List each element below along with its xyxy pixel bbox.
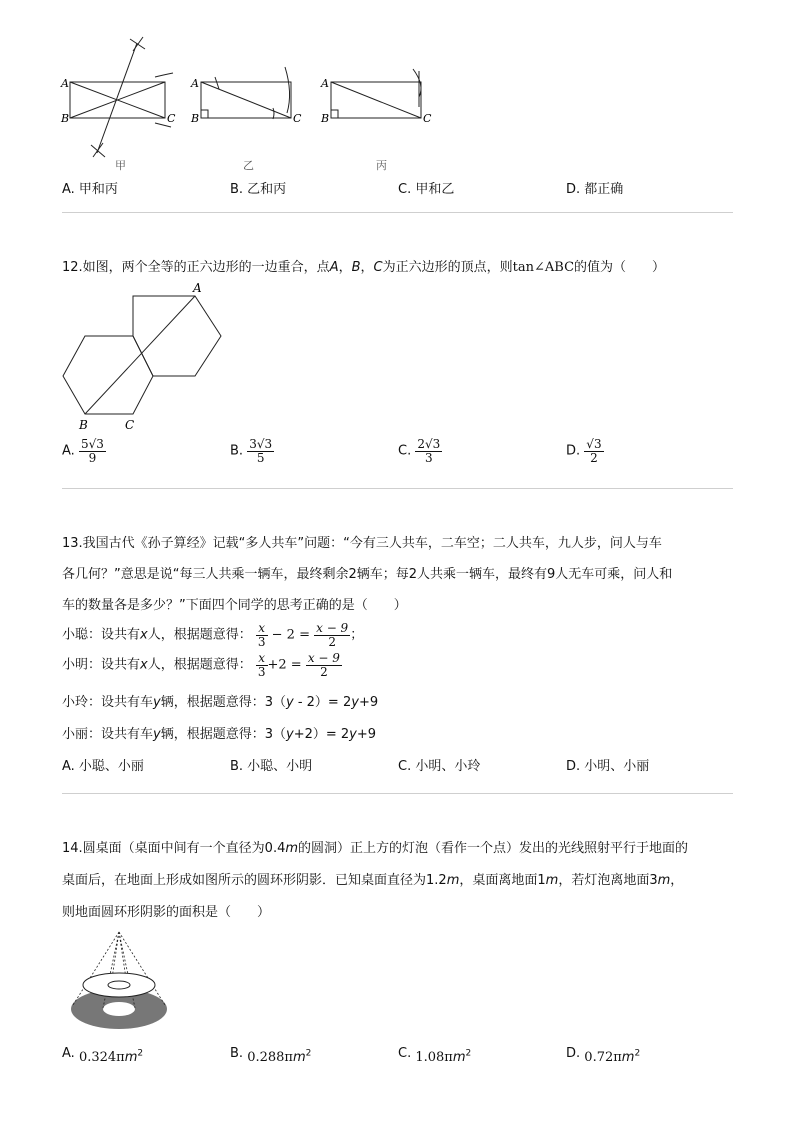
q12-option-a-den: 9 — [88, 450, 97, 465]
q14-l1-m: m — [285, 841, 299, 856]
q14-option-d-letter: D. — [566, 1046, 581, 1061]
q12-option-d[interactable] — [566, 438, 604, 464]
q14-option-d-value: 0.72π — [584, 1050, 622, 1065]
q13-xl-mid2: - 2）= 2 — [293, 695, 352, 710]
q12-option-d-frac — [584, 438, 603, 464]
q13-xm-f1-num: x — [256, 652, 268, 666]
q13-xm-op: +2 = — [267, 657, 306, 673]
q14-option-a[interactable] — [62, 1046, 143, 1065]
q12-option-b-frac — [247, 438, 274, 464]
q13-xli-mid2: +2）= 2 — [293, 727, 350, 742]
q13-xli-mid: 辆，根据题意得：3（ — [160, 727, 286, 742]
figure-jia — [70, 37, 173, 157]
q11-fig1-label-b: B — [61, 112, 70, 125]
q13-xli-prefix: 小丽：设共有车 — [62, 727, 154, 742]
q13-xiaocong — [62, 622, 363, 648]
q13-xli-var: y — [153, 727, 161, 742]
q14-l2-m2: m — [545, 873, 559, 888]
q11-option-a[interactable]: A. 甲和丙 — [62, 182, 118, 197]
q11-fig2-label-b: B — [191, 112, 200, 125]
q13-xm-f2-den: 2 — [320, 664, 328, 679]
q12-hexagon-figure — [55, 278, 235, 433]
q13-xm-prefix: 小明：设共有 — [62, 657, 141, 673]
q11-fig3-label-b: B — [321, 112, 330, 125]
q12-fig-label-b: B — [79, 418, 88, 432]
q11-figures — [55, 35, 455, 175]
q11-fig2-label-a: A — [191, 77, 199, 90]
q12-sep2: ， — [360, 260, 374, 275]
figure-bing — [331, 69, 421, 118]
q12-option-c[interactable] — [398, 438, 442, 464]
q13-xm-mid: 人，根据题意得： — [147, 657, 252, 673]
q14-line-1 — [62, 837, 688, 856]
q12-option-d-letter: D. — [566, 443, 581, 459]
q13-xc-end: ； — [350, 627, 364, 643]
q14-option-a-value: 0.324π — [78, 1050, 125, 1065]
q11-caption-bing: 丙 — [376, 159, 387, 172]
q13-xiaoli — [62, 723, 376, 742]
q11-fig2-label-c: C — [293, 112, 302, 125]
q14-option-d-unit: m — [621, 1050, 635, 1065]
q14-option-b-value: 0.288π — [247, 1050, 293, 1065]
q14-option-a-letter: A. — [62, 1046, 75, 1061]
q13-xm-f2-num: x − 9 — [307, 651, 340, 665]
q11-fig3-label-c: C — [423, 112, 432, 125]
separator — [62, 793, 733, 794]
q14-option-b-letter: B. — [230, 1046, 244, 1061]
q13-xc-op: − 2 = — [267, 627, 315, 643]
q12-point-a: A — [329, 260, 339, 275]
q13-xc-frac2 — [314, 622, 350, 648]
q13-xc-mid: 人，根据题意得： — [147, 627, 252, 643]
q12-option-b-letter: B. — [230, 443, 244, 459]
q13-xl-prefix: 小玲：设共有车 — [62, 695, 154, 710]
q11-caption-yi: 乙 — [243, 159, 254, 172]
q12-point-b: B — [351, 260, 361, 275]
q11-option-d[interactable]: D. 都正确 — [566, 182, 624, 197]
q11-fig1-label-a: A — [61, 77, 69, 90]
q12-stem-prefix: 12.如图，两个全等的正六边形的一边重合，点 — [62, 260, 330, 275]
q14-l2-d: ， — [670, 873, 684, 888]
q12-fig-label-c: C — [125, 418, 135, 432]
q13-option-d[interactable]: D. 小明、小丽 — [566, 759, 650, 774]
separator — [62, 212, 733, 213]
q14-option-b[interactable] — [230, 1046, 311, 1065]
q13-xm-frac2 — [306, 652, 342, 678]
q13-xl-mid: 辆，根据题意得：3（ — [160, 695, 286, 710]
table-hole — [108, 981, 130, 989]
q14-l1-a: 14.圆桌面（桌面中间有一个直径为0.4 — [62, 841, 286, 856]
q13-xli-var2: y — [286, 727, 294, 742]
q12-option-a[interactable] — [62, 438, 106, 464]
q13-xc-frac1 — [256, 622, 268, 648]
q12-stem-suffix: 的值为（ ） — [574, 260, 666, 275]
q12-tan-expr: tan∠ABC — [512, 260, 575, 275]
q12-fig-label-a: A — [193, 281, 202, 295]
q13-xl-end: +9 — [358, 695, 379, 710]
q12-option-c-num: 2√3 — [417, 437, 441, 451]
q12-option-c-letter: C. — [398, 443, 412, 459]
q13-option-a[interactable]: A. 小聪、小丽 — [62, 759, 144, 774]
q12-stem-mid: 为正六边形的顶点，则 — [382, 260, 513, 275]
q14-l2-c: ，若灯泡离地面3 — [558, 873, 658, 888]
q12-option-b[interactable] — [230, 438, 274, 464]
q13-line-1: 13.我国古代《孙子算经》记载“多人共车”问题：“今有三人共车，二车空；二人共车，九人步，问人与车 — [62, 536, 662, 551]
q13-line-3: 车的数量各是多少？”下面四个同学的思考正确的是（ ） — [62, 598, 407, 613]
q12-option-c-den: 3 — [425, 450, 433, 465]
q13-xc-f1-num: x — [256, 622, 268, 636]
q11-option-b[interactable]: B. 乙和丙 — [230, 182, 287, 197]
q14-line-2 — [62, 869, 683, 888]
q14-lamp-shadow-figure — [65, 928, 175, 1038]
q13-xiaoming — [62, 652, 342, 678]
q13-xc-f2-den: 2 — [328, 634, 336, 649]
q14-option-a-unit: m — [124, 1050, 138, 1065]
q14-option-d[interactable] — [566, 1046, 640, 1065]
q13-xm-frac1 — [256, 652, 268, 678]
shadow-hole — [103, 1002, 135, 1016]
q14-l2-a: 桌面后，在地面上形成如图所示的圆环形阴影．已知桌面直径为1.2 — [62, 873, 447, 888]
q13-xl-var: y — [153, 695, 161, 710]
q13-line-2: 各几何？”意思是说“每三人共乘一辆车，最终剩余2辆车；每2人共乘一辆车，最终有9人无车可乘，问人和 — [62, 567, 673, 582]
q12-sep1: ， — [338, 260, 352, 275]
q14-option-b-exp: 2 — [305, 1048, 312, 1059]
q14-option-c[interactable] — [398, 1046, 471, 1065]
separator — [62, 488, 733, 489]
q14-option-c-value: 1.08π — [415, 1050, 453, 1065]
q14-option-b-unit: m — [292, 1050, 306, 1065]
q13-xm-f1-den: 3 — [257, 664, 266, 679]
q14-l2-m3: m — [657, 873, 671, 888]
figure-yi — [201, 67, 291, 119]
q11-fig3-label-a: A — [321, 77, 329, 90]
q14-l1-b: 的圆洞）正上方的灯泡（看作一个点）发出的光线照射平行于地面的 — [298, 841, 689, 856]
q12-option-d-num: √3 — [586, 437, 602, 451]
q12-option-c-frac — [415, 438, 442, 464]
q13-xc-f2-num: x − 9 — [316, 621, 349, 635]
q14-l2-b: ，桌面离地面1 — [459, 873, 546, 888]
q12-option-a-letter: A. — [62, 443, 75, 459]
q13-xc-f1-den: 3 — [257, 634, 266, 649]
q14-option-c-letter: C. — [398, 1046, 412, 1061]
q12-option-a-num: 5√3 — [80, 437, 104, 451]
q14-l2-m1: m — [446, 873, 460, 888]
q14-option-a-exp: 2 — [137, 1048, 144, 1059]
q12-option-a-frac — [79, 438, 106, 464]
q13-xli-end: +9 — [356, 727, 377, 742]
q12-stem — [62, 256, 665, 275]
q14-option-c-unit: m — [452, 1050, 466, 1065]
q13-xiaoling — [62, 691, 378, 710]
q12-option-d-den: 2 — [590, 450, 598, 465]
q11-caption-jia: 甲 — [115, 159, 126, 172]
q13-xli-var3: y — [349, 727, 357, 742]
q13-xc-prefix: 小聪：设共有 — [62, 627, 141, 643]
q14-option-c-exp: 2 — [465, 1048, 472, 1059]
q13-xm-var: x — [140, 657, 148, 673]
q13-xl-var2: y — [286, 695, 294, 710]
q13-option-c[interactable]: C. 小明、小玲 — [398, 759, 481, 774]
q11-option-c[interactable]: C. 甲和乙 — [398, 182, 455, 197]
q12-option-b-num: 3√3 — [249, 437, 273, 451]
q14-line-3: 则地面圆环形阴影的面积是（ ） — [62, 905, 271, 920]
q12-point-c: C — [373, 260, 383, 275]
q13-option-b[interactable]: B. 小聪、小明 — [230, 759, 313, 774]
q11-fig1-label-c: C — [167, 112, 176, 125]
q14-option-d-exp: 2 — [634, 1048, 641, 1059]
q13-xc-var: x — [140, 627, 148, 643]
q13-xl-var3: y — [351, 695, 359, 710]
q12-option-b-den: 5 — [256, 450, 265, 465]
